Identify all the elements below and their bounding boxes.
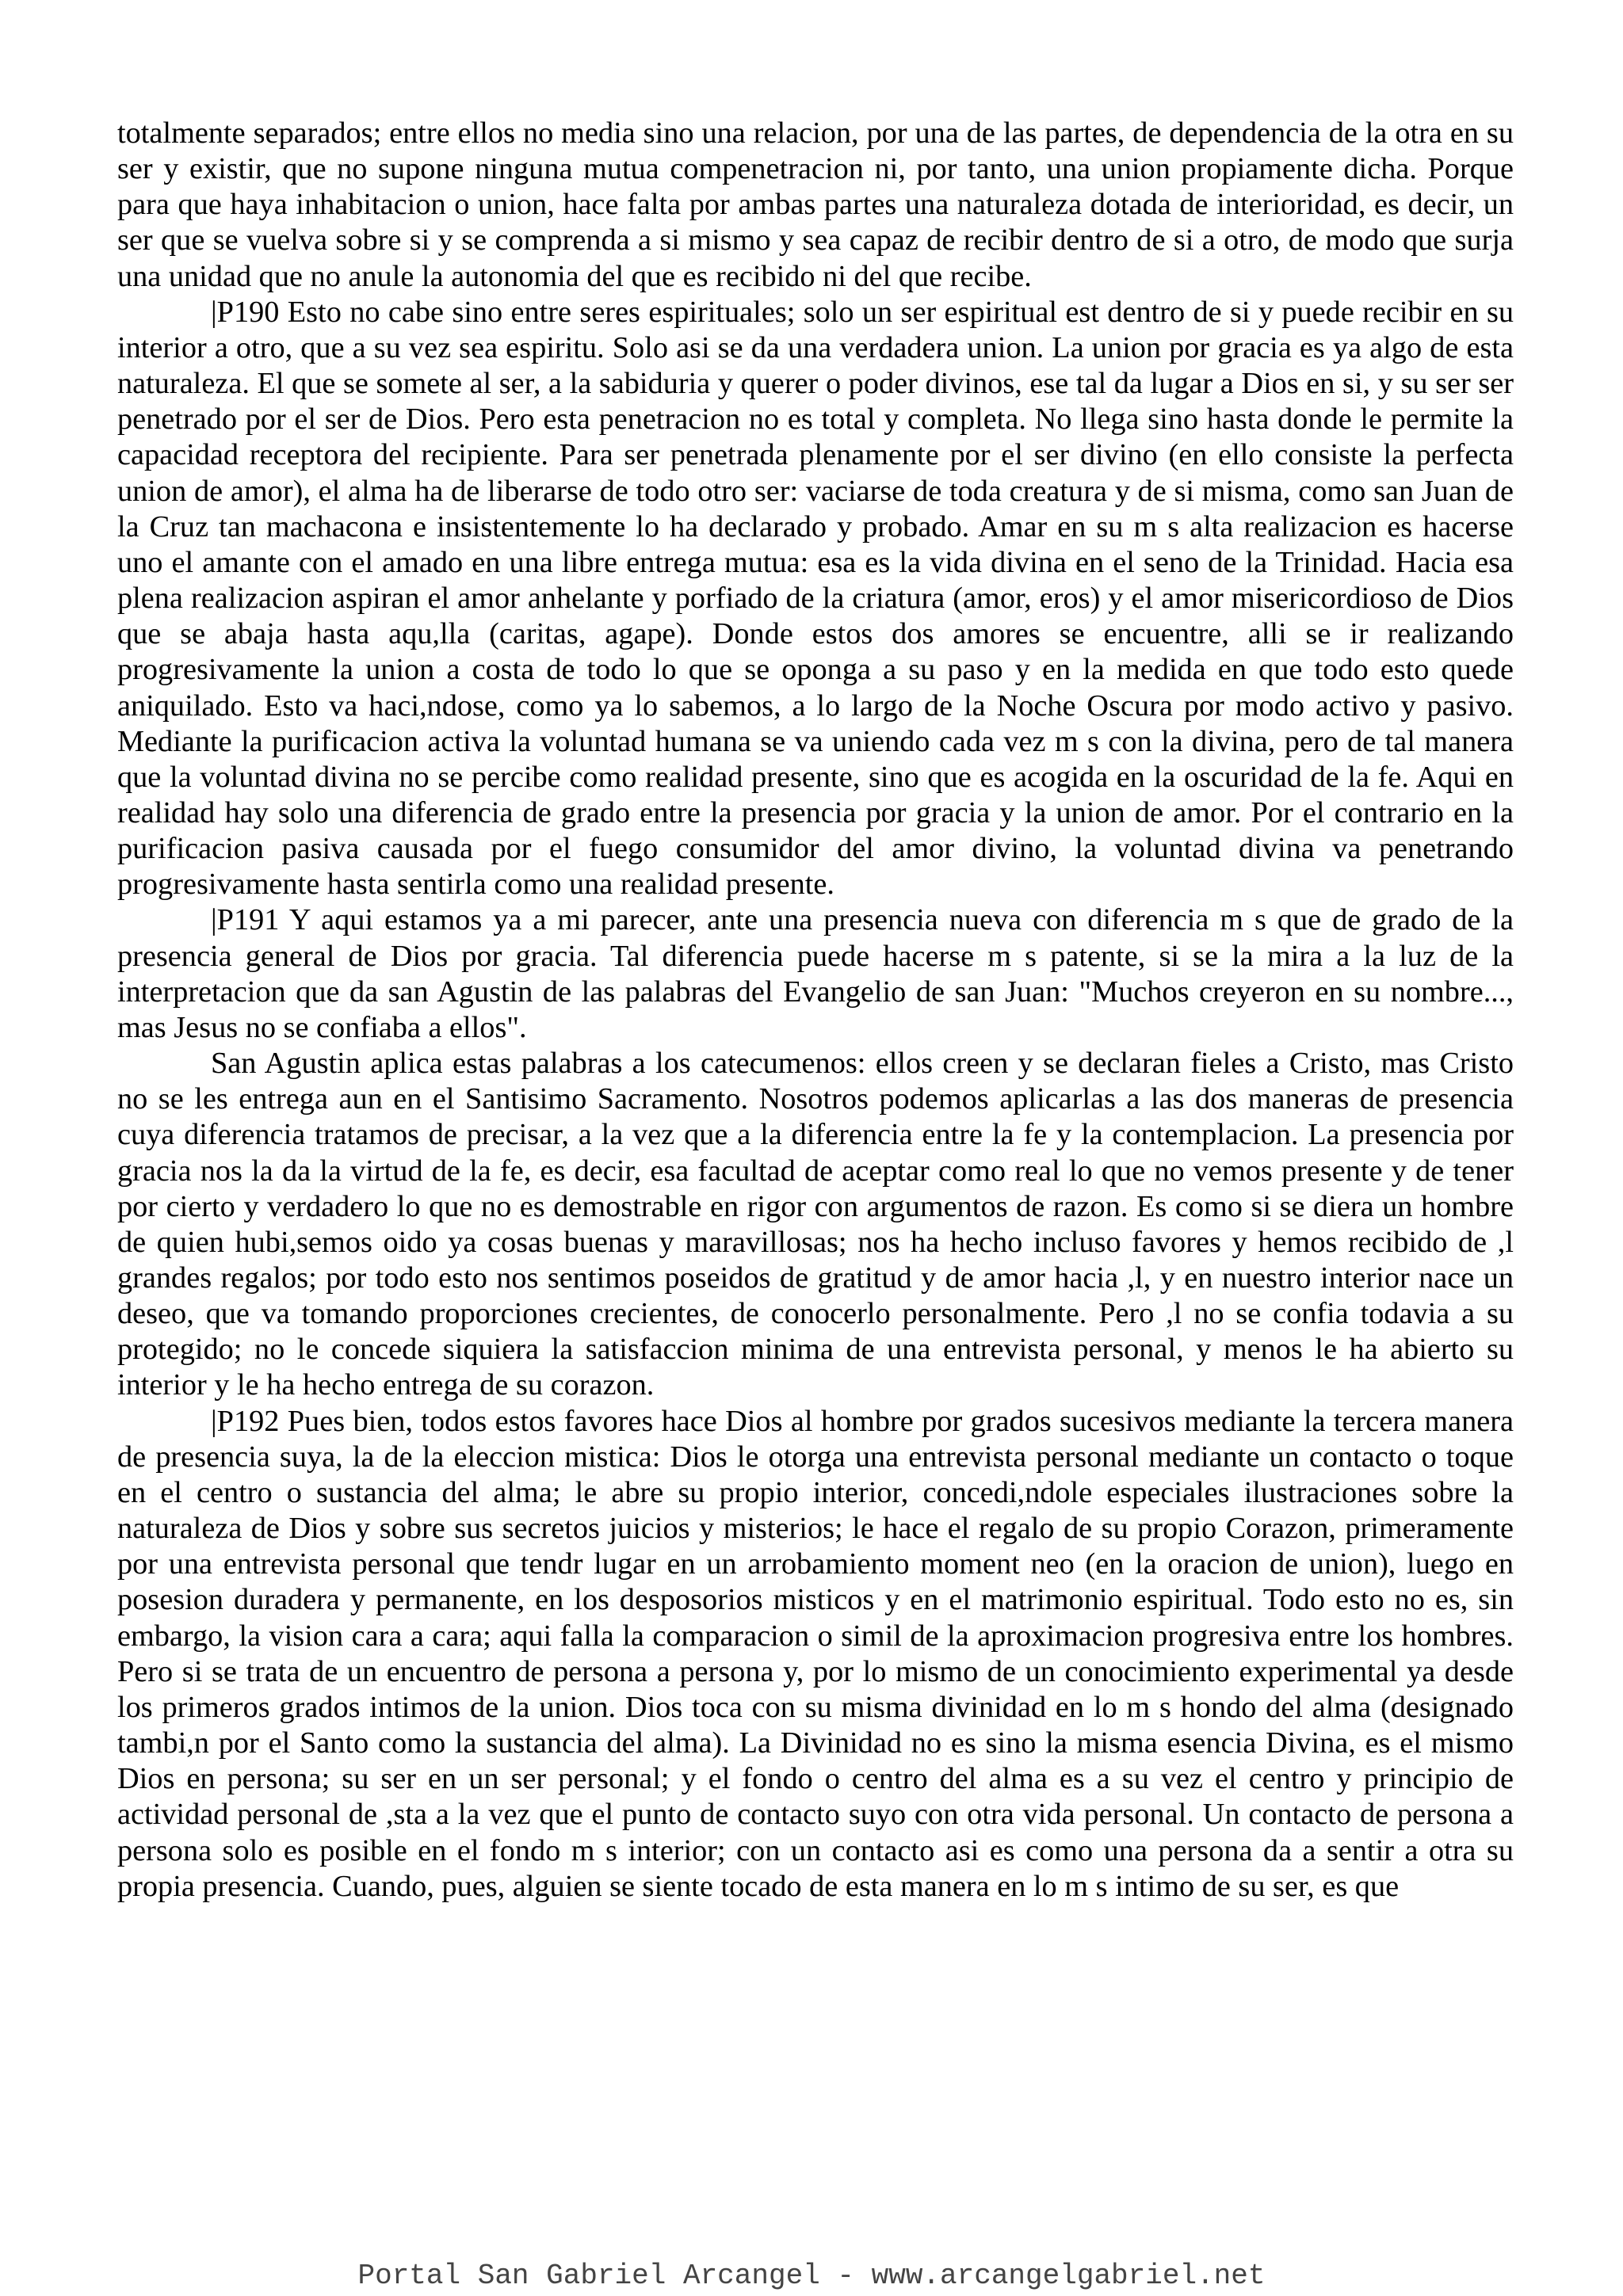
document-body: [117, 116, 1514, 2176]
paragraph-2: |P190 Esto no cabe sino entre seres espirituales; solo un ser espiritual est dentro de si y puede recibir en su interior a otro, que a su vez sea espiritu. Solo asi se da una verdadera union. La union por gracia es ya algo de esta naturaleza. El que se somete al ser, a la sabiduria y querer o poder divinos, ese tal da lugar a Dios en si, y su ser ser penetrado por el ser de Dios. Pero esta penetracion no es total y completa. No llega sino hasta donde le permite la capacidad receptora del recipiente. Para ser penetrada plenamente por el ser divino (en ello consiste la perfecta union de amor), el alma ha de liberarse de todo otro ser: vaciarse de toda creatura y de si misma, como san Juan de la Cruz tan machacona e insistentemente lo ha declarado y probado. Amar en su m s alta realizacion es hacerse uno el amante con el amado en una libre entrega mutua: esa es la vida divina en el seno de la Trinidad. Hacia esa plena realizacion aspiran el amor anhelante y porfiado de la criatura (amor, eros) y el amor misericordioso de Dios que se abaja hasta aqu,lla (caritas, agape). Donde estos dos amores se encuentre, alli se ir realizando progresivamente la union a costa de todo lo que se oponga a su paso y en la medida en que todo esto quede aniquilado. Esto va haci,ndose, como ya lo sabemos, a lo largo de la Noche Oscura por modo activo y pasivo. Mediante la purificacion activa la voluntad humana se va uniendo cada vez m s con la divina, pero de tal manera que la voluntad divina no se percibe como realidad presente, sino que es acogida en la oscuridad de la fe. Aqui en realidad hay solo una diferencia de grado entre la presencia por gracia y la union de amor. Por el contrario en la purificacion pasiva causada por el fuego consumidor del amor divino, la voluntad divina va penetrando progresivamente hasta sentirla como una realidad presente.: [117, 295, 1514, 902]
page-footer: Portal San Gabriel Arcangel - www.arcangelgabriel.net: [357, 2260, 1266, 2292]
paragraph-3: |P191 Y aqui estamos ya a mi parecer, ante una presencia nueva con diferencia m s que de grado de la presencia general de Dios por gracia. Tal diferencia puede hacerse m s patente, si se la mira a la luz de la interpretacion que da san Agustin de las palabras del Evangelio de san Juan: "Muchos creyeron en su nombre..., mas Jesus no se confiaba a ellos".: [117, 903, 1514, 1044]
paragraph-1: totalmente separados; entre ellos no media sino una relacion, por una de las partes, de dependencia de la otra en su ser y existir, que no supone ninguna mutua compenetracion ni, por tanto, una union propiamente dicha. Porque para que haya inhabitacion o union, hace falta por ambas partes una naturaleza dotada de interioridad, es decir, un ser que se vuelva sobre si y se comprenda a si mismo y sea capaz de recibir dentro de si a otro, de modo que surja una unidad que no anule la autonomia del que es recibido ni del que recibe.: [117, 116, 1514, 293]
paragraph-5: |P192 Pues bien, todos estos favores hace Dios al hombre por grados sucesivos mediante la tercera manera de presencia suya, la de la eleccion mistica: Dios le otorga una entrevista personal mediante un contacto o toque en el centro o sustancia del alma; le abre su propio interior, concedi,ndole especiales ilustraciones sobre la naturaleza de Dios y sobre sus secretos juicios y misterios; le hace el regalo de su propio Corazon, primeramente por una entrevista personal que tendr lugar en un arrobamiento moment neo (en la oracion de union), luego en posesion duradera y permanente, en los desposorios misticos y en el matrimonio espiritual. Todo esto no es, sin embargo, la vision cara a cara; aqui falla la comparacion o simil de la aproximacion progresiva entre los hombres. Pero si se trata de un encuentro de persona a persona y, por lo mismo de un conocimiento experimental ya desde los primeros grados intimos de la union. Dios toca con su misma divinidad en lo m s hondo del alma (designado tambi,n por el Santo como la sustancia del alma). La Divinidad no es sino la misma esencia Divina, es el mismo Dios en persona; su ser en un ser personal; y el fondo o centro del alma es a su vez el centro y principio de actividad personal de ,sta a la vez que el punto de contacto suyo con otra vida personal. Un contacto de persona a persona solo es posible en el fondo m s interior; con un contacto asi es como una persona da a sentir a otra su propia presencia. Cuando, pues, alguien se siente tocado de esta manera en lo m s intimo de su ser, es que: [117, 1404, 1514, 1903]
paragraph-4: San Agustin aplica estas palabras a los catecumenos: ellos creen y se declaran fieles a Cristo, mas Cristo no se les entrega aun en el Santisimo Sacramento. Nosotros podemos aplicarlas a las dos maneras de presencia cuya diferencia tratamos de precisar, a la vez que a la diferencia entre la fe y la contemplacion. La presencia por gracia nos la da la virtud de la fe, es decir, esa facultad de aceptar como real lo que no vemos presente y de tener por cierto y verdadero lo que no es demostrable en rigor con argumentos de razon. Es como si se diera un hombre de quien hubi,semos oido ya cosas buenas y maravillosas; nos ha hecho incluso favores y hemos recibido de ,l grandes regalos; por todo esto nos sentimos poseidos de gratitud y de amor hacia ,l, y en nuestro interior nace un deseo, que va tomando proporciones crecientes, de conocerlo personalmente. Pero ,l no se confia todavia a su protegido; no le concede siquiera la satisfaccion minima de una entrevista personal, y menos le ha abierto su interior y le ha hecho entrega de su corazon.: [117, 1047, 1514, 1402]
